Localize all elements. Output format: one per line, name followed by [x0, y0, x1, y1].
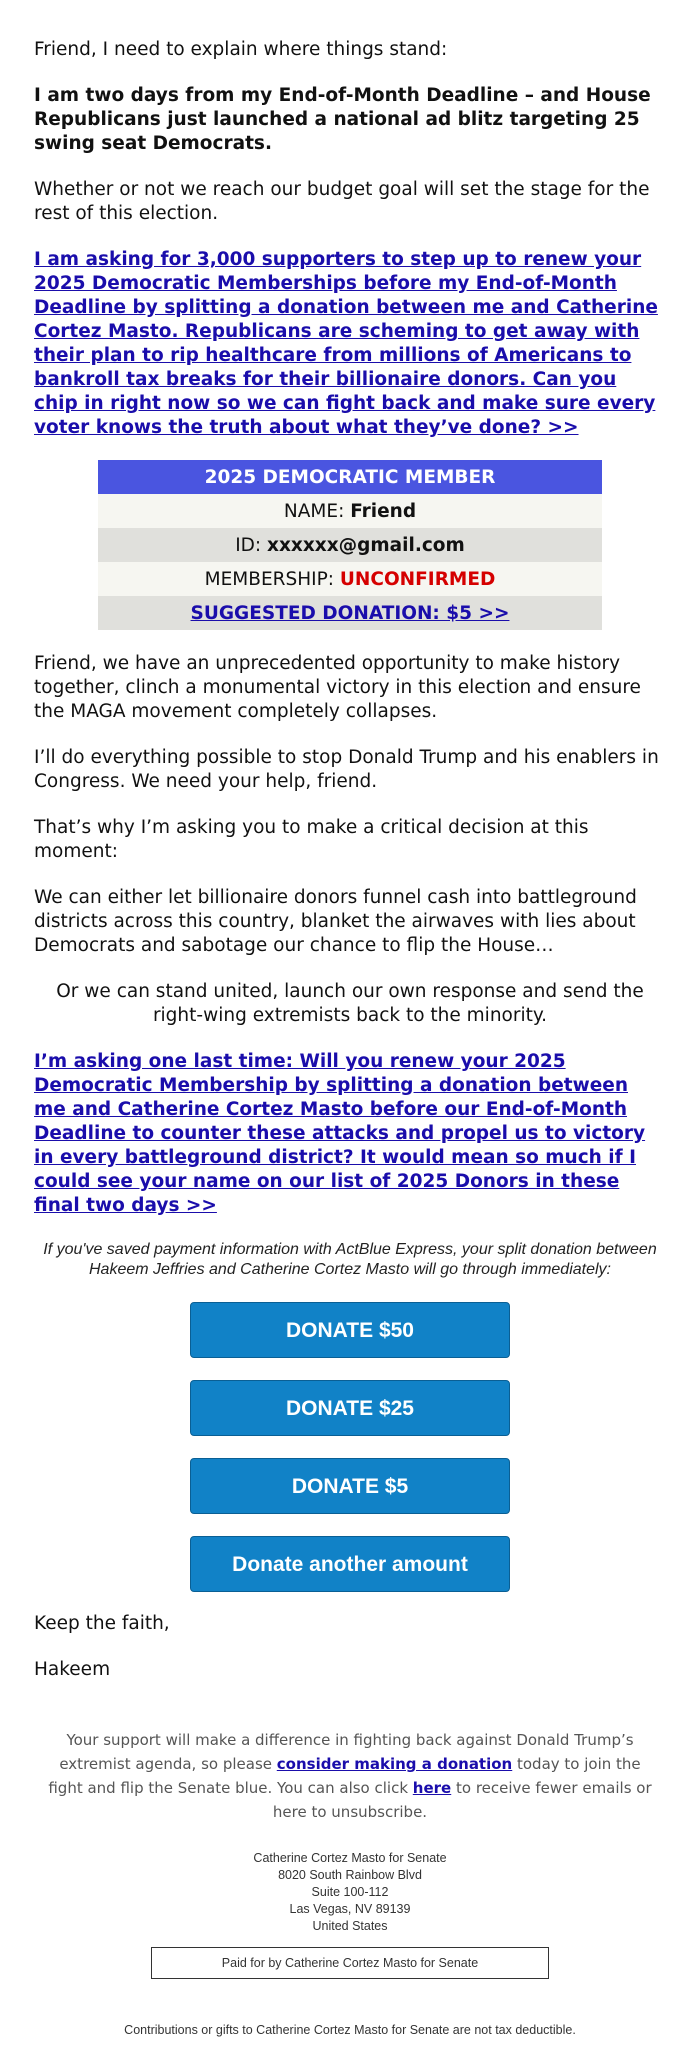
suggested-donation-link[interactable]: SUGGESTED DONATION: $5 >>	[190, 602, 510, 624]
footer-text-part: Your support will make a difference in fighting back against Donald Trump’s extremist agenda, so please	[59, 1731, 634, 1773]
either-text: We can either let billionaire donors funnel cash into battleground districts across this country, blanket the airwaves with lies about Democrats and sabotage our chance to flip the House…	[34, 887, 637, 956]
history-text: Friend, we have an unprecedented opportunity to make history together, clinch a monumental victory in this election and ensure the MAGA movement completely collapses.	[34, 653, 641, 722]
footer-text	[34, 1728, 666, 1824]
or-text: Or we can stand united, launch our own response and send the right-wing extremists back to the minority.	[56, 981, 644, 1026]
footer-text-part: to receive fewer emails or here to unsubscribe.	[272, 1779, 652, 1821]
donate-other-amount-button[interactable]: Donate another amount	[190, 1536, 510, 1592]
address-street: 8020 South Rainbow Blvd	[278, 1868, 422, 1882]
signoff-text: Keep the faith,	[34, 1613, 170, 1634]
donate-5-button[interactable]: DONATE $5	[190, 1458, 510, 1514]
name-label: NAME:	[283, 500, 351, 522]
fewer-emails-link[interactable]: here	[412, 1779, 452, 1797]
renew-membership-link[interactable]: I am asking for 3,000 supporters to step up to renew your 2025 Democratic Memberships before my End-of-Month Deadline by splitting a donation between me and Catherine Cortez Masto. Republicans are scheming to get away with their plan to rip healthcare from millions of Americans to bankroll tax breaks for their billionaire donors. Can you chip in right now so we can fight back and make sure every voter knows the truth about what they’ve done? >>	[34, 249, 658, 438]
address-country: United States	[312, 1919, 388, 1933]
consider-donation-link[interactable]: consider making a donation	[276, 1755, 513, 1773]
donate-50-button[interactable]: DONATE $50	[190, 1302, 510, 1358]
name-value: Friend	[350, 500, 417, 522]
membership-status-row	[98, 562, 602, 596]
address-city: Las Vegas, NV 89139	[289, 1902, 411, 1916]
membership-donation-row	[98, 596, 602, 630]
donate-25-button[interactable]: DONATE $25	[190, 1380, 510, 1436]
paid-for-box: Paid for by Catherine Cortez Masto for Senate	[151, 1947, 549, 1979]
tax-disclaimer: Contributions or gifts to Catherine Cortez Masto for Senate are not tax deductible.	[124, 2023, 576, 2037]
signature-text: Hakeem	[34, 1659, 111, 1680]
express-note: If you've saved payment information with ActBlue Express, your split donation between Hakeem Jeffries and Catherine Cortez Masto will go through immediately:	[43, 1241, 657, 1278]
stop-trump-text: I’ll do everything possible to stop Donald Trump and his enablers in Congress. We need your help, friend.	[34, 747, 659, 792]
mailing-address	[34, 1850, 666, 1935]
id-value: xxxxxx@gmail.com	[267, 534, 465, 556]
id-label: ID:	[235, 534, 268, 556]
membership-card	[98, 460, 602, 630]
renew-last-time-link[interactable]: I’m asking one last time: Will you renew your 2025 Democratic Membership by splitting a donation between me and Catherine Cortez Masto before our End-of-Month Deadline to counter these attacks and propel us to victory in every battleground district? It would mean so much if I could see your name on our list of 2025 Donors in these final two days >>	[34, 1051, 646, 1216]
membership-name-row	[98, 494, 602, 528]
footer-text-part: today to join the fight and flip the Senate blue. You can also click	[48, 1755, 641, 1797]
status-label: MEMBERSHIP:	[204, 568, 340, 590]
status-badge: UNCONFIRMED	[339, 568, 496, 590]
budget-text: Whether or not we reach our budget goal will set the stage for the rest of this election.	[34, 179, 650, 224]
membership-id-row	[98, 528, 602, 562]
intro-text: Friend, I need to explain where things stand:	[34, 39, 448, 60]
address-suite: Suite 100-112	[311, 1885, 389, 1899]
membership-card-header: 2025 DEMOCRATIC MEMBER	[98, 460, 602, 494]
headline-text: I am two days from my End-of-Month Deadline – and House Republicans just launched a national ad blitz targeting 25 swing seat Democrats.	[34, 85, 651, 154]
address-org: Catherine Cortez Masto for Senate	[253, 1851, 447, 1865]
decision-text: That’s why I’m asking you to make a critical decision at this moment:	[34, 817, 589, 862]
